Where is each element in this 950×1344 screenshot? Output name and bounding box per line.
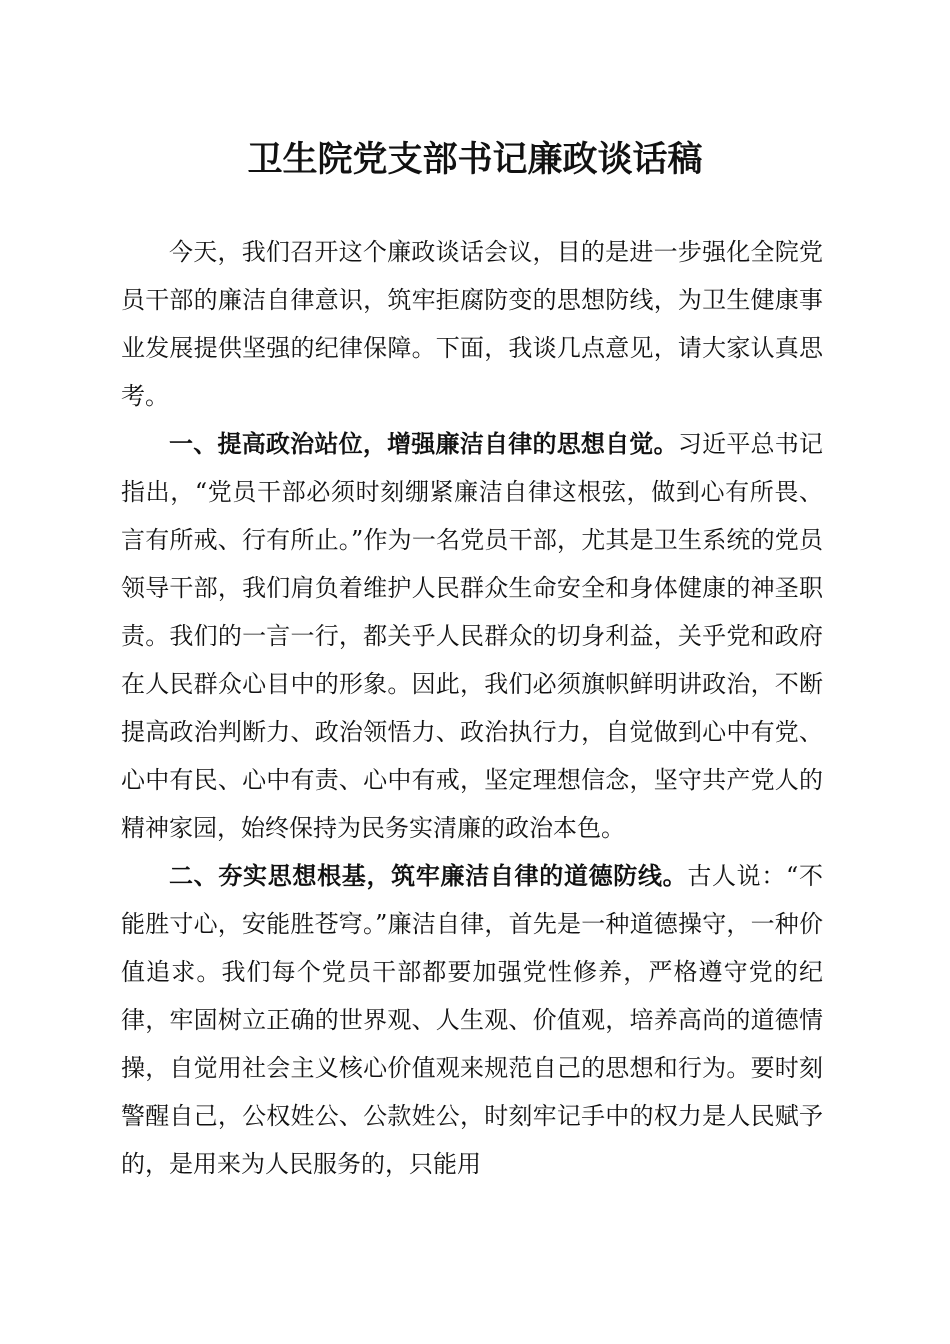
- page-title: 卫生院党支部书记廉政谈话稿: [247, 139, 703, 180]
- section-paragraph-1: [121, 420, 823, 852]
- section-paragraph-2: [121, 852, 823, 1188]
- section-body-1: 习近平总书记指出，“党员干部必须时刻绷紧廉洁自律这根弦，做到心有所畏、言有所戒、行有所止。”作为一名党员干部，尤其是卫生系统的党员领导干部，我们肩负着维护人民群众生命安全和身体健康的神圣职责。我们的一言一行，都关乎人民群众的切身利益，关乎党和政府在人民群众心目中的形象。因此，我们必须旗帜鲜明讲政治，不断提高政治判断力、政治领悟力、政治执行力，自觉做到心中有党、心中有民、心中有责、心中有戒，坚定理想信念，坚守共产党人的精神家园，始终保持为民务实清廉的政治本色。: [121, 430, 824, 842]
- intro-paragraph: 今天，我们召开这个廉政谈话会议，目的是进一步强化全院党员干部的廉洁自律意识，筑牢拒腐防变的思想防线，为卫生健康事业发展提供坚强的纪律保障。下面，我谈几点意见，请大家认真思考。: [121, 238, 823, 410]
- section-heading-1: 一、提高政治站位，增强廉洁自律的思想自觉。: [169, 430, 678, 458]
- section-body-2: 古人说：“不能胜寸心，安能胜苍穹。”廉洁自律，首先是一种道德操守，一种价值追求。我们每个党员干部都要加强党性修养，严格遵守党的纪律，牢固树立正确的世界观、人生观、价值观，培养高尚的道德情操，自觉用社会主义核心价值观来规范自己的思想和行为。要时刻警醒自己，公权姓公、公款姓公，时刻牢记手中的权力是人民赋予的，是用来为人民服务的，只能用: [121, 862, 823, 1178]
- section-heading-2: 二、夯实思想根基，筑牢廉洁自律的道德防线。: [169, 862, 688, 890]
- document-body: [121, 228, 823, 1188]
